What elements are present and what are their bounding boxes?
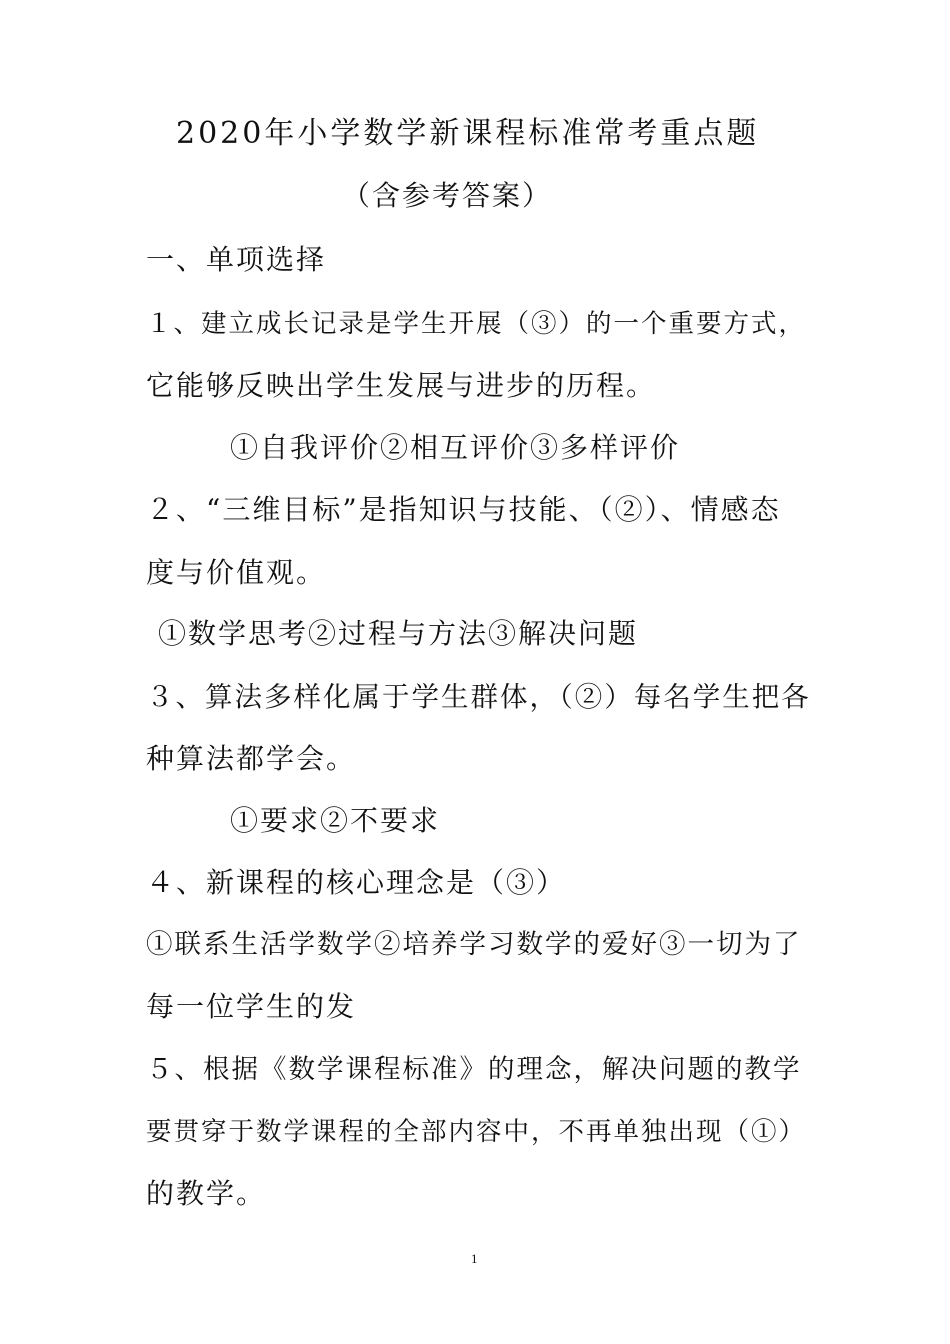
question-4-options-line-1: ①联系生活学数学②培养学习数学的爱好③一切为了 [146, 929, 802, 960]
question-3-line-2: 种算法都学会。 [146, 742, 357, 775]
question-1-line-2: 它能够反映出学生发展与进步的历程。 [146, 369, 657, 402]
document-subtitle: （含参考答案） [342, 179, 553, 212]
section-heading: 一、单项选择 [146, 243, 327, 276]
question-1-line-1: １、建立成长记录是学生开展（③）的一个重要方式， [146, 309, 807, 339]
question-2-options: ①数学思考②过程与方法③解决问题 [158, 617, 639, 650]
question-2-line-2: 度与价值观。 [146, 556, 327, 589]
question-2-line-1: ２、“三维目标”是指知识与技能、（②）、情感态 [146, 493, 781, 526]
question-5-line-3: 的教学。 [146, 1177, 267, 1210]
question-5-line-2: 要贯穿于数学课程的全部内容中，不再单独出现（①） [146, 1117, 807, 1147]
page-number: 1 [471, 1251, 478, 1266]
question-4-options-line-2: 每一位学生的发 [146, 990, 357, 1023]
question-5-line-1: ５、根据《数学课程标准》的理念，解决问题的教学 [146, 1054, 802, 1085]
question-3-options: ①要求②不要求 [230, 804, 441, 837]
document-title: 2020年小学数学新课程标准常考重点题 [176, 116, 760, 151]
question-1-options: ①自我评价②相互评价③多样评价 [230, 431, 681, 464]
question-3-line-1: ３、算法多样化属于学生群体，（②）每名学生把各 [146, 681, 811, 713]
question-4-line-1: ４、新课程的核心理念是（③） [146, 866, 567, 899]
